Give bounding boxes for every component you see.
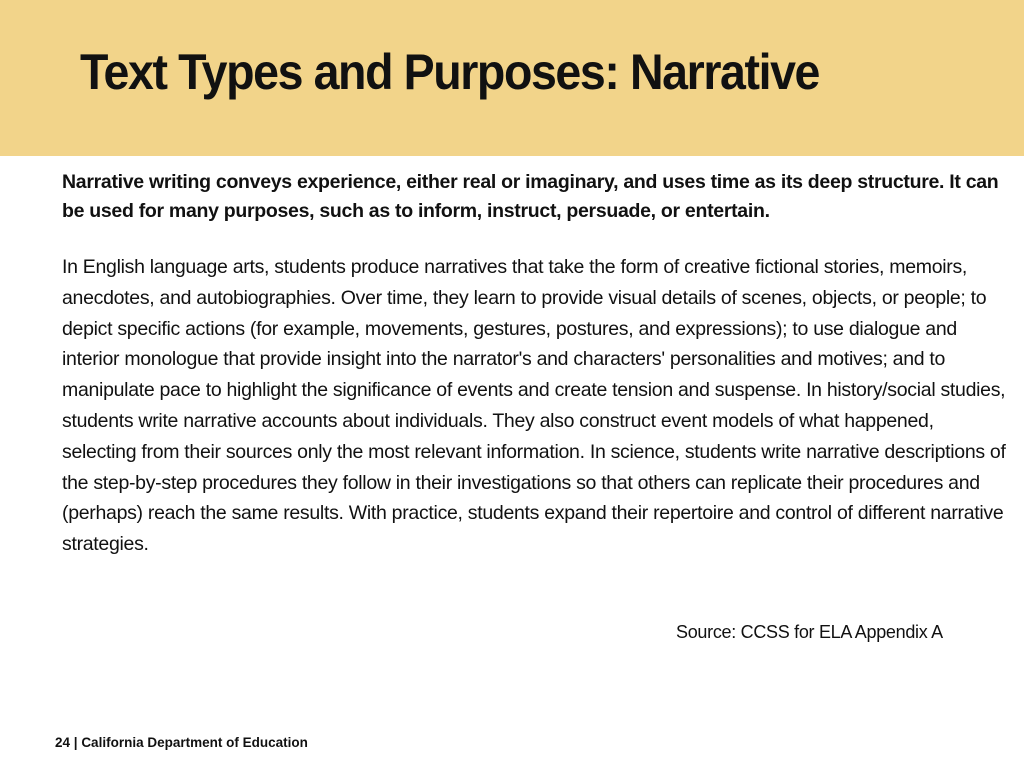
footer-separator: | (70, 735, 82, 750)
body-paragraph: In English language arts, students produce narratives that take the form of creative fictional stories, memoirs, anecdotes, and autobiographies. Over time, they learn to provide visual details of scenes, objects, or people; to depict specific actions (for example, movements, gestures, postures, and expressions); to use dialogue and interior monologue that provide insight into the narrator's and characters' personalities and motives; and to manipulate pace to highlight the significance of events and create tension and suspense. In history/social studies, students write narrative accounts about individuals. They also construct event models of what happened, selecting from their sources only the most relevant information. In science, students write narrative descriptions of the step-by-step procedures they follow in their investigations so that others can replicate their procedures and (perhaps) reach the same results. With practice, students expand their repertoire and control of different narrative strategies. (62, 256, 1006, 556)
footer-organization: California Department of Education (81, 735, 308, 750)
footer (55, 734, 308, 752)
page-number: 24 (55, 735, 71, 750)
slide-title: Text Types and Purposes: Narrative (80, 44, 820, 100)
slide-content (62, 168, 1012, 560)
source-citation: Source: CCSS for ELA Appendix A (676, 622, 943, 642)
lead-paragraph: Narrative writing conveys experience, either real or imaginary, and uses time as its deep structure. It can be used for many purposes, such as to inform, instruct, persuade, or entertain. (62, 171, 999, 222)
